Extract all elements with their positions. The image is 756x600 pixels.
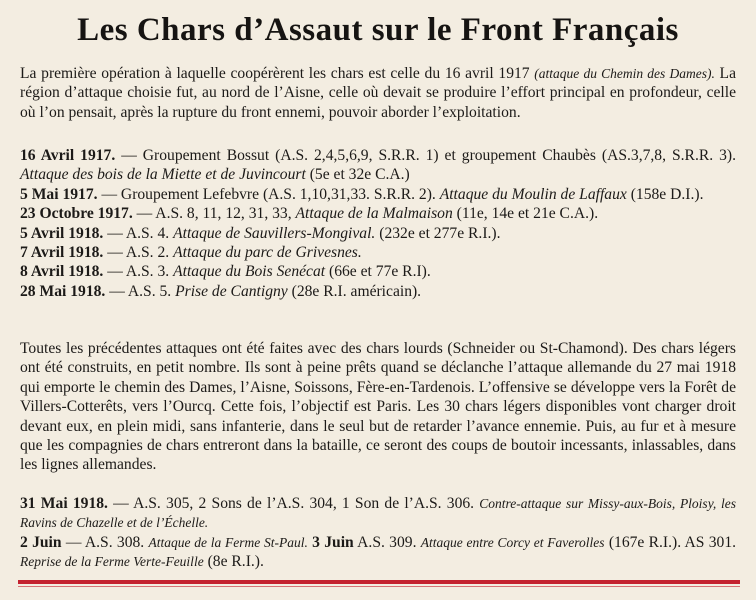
entry-italic-3: Reprise de la Ferme Verte-Feuille (20, 554, 204, 570)
intro-paragraph (20, 64, 736, 122)
entries-list-2 (20, 494, 736, 572)
entry-italic: Attaque de Sauvillers-Mongival. (173, 224, 376, 242)
entry-date: 16 Avril 1917. (20, 147, 116, 164)
entry-text: — Groupement Bossut (A.S. 2,4,5,6,9, S.R.R. 1) et groupement Chaubès (AS.3,7,8, S.R.R. 3). (121, 147, 736, 164)
entry-date: 5 Avril 1918. (20, 224, 104, 242)
entry-date: 7 Avril 1918. (20, 244, 104, 262)
intro-rest: La région d’attaque choisie fut, au nord de l’Aisne, celle où devait se produire l’effort principal en profondeur, celle où l’on pensait, après la rupture du front ennemi, pouvoir aborder l’exploitation. (20, 65, 736, 121)
entry-italic: Contre-attaque sur Missy-aux-Bois, Ploisy, les Ravins de Chazelle et de l’Échelle. (20, 496, 736, 531)
entry-9 (20, 533, 736, 572)
body-paragraph-2 (20, 339, 736, 475)
entry-8 (20, 494, 736, 533)
entry-text: — Groupement Lefebvre (A.S. 1,10,31,33. S.R.R. 2). (101, 185, 436, 203)
entry-text: — A.S. 305, 2 Sons de l’A.S. 304, 1 Son de l’A.S. 306. (113, 495, 475, 512)
entry-date: 31 Mai 1918. (20, 495, 108, 512)
entry-italic: Prise de Cantigny (175, 282, 288, 300)
entry-italic: Attaque du Moulin de Laffaux (439, 185, 627, 203)
entry-text: — A.S. 308. (65, 533, 145, 551)
entry-text: — A.S. 2. (107, 244, 170, 262)
entry-text: — A.S. 8, 11, 12, 31, 33, (136, 205, 292, 223)
entry-7 (20, 282, 736, 301)
entry-text: — A.S. 3. (107, 263, 170, 281)
entry-5 (20, 243, 736, 262)
entries-list (20, 146, 736, 301)
entry-1 (20, 146, 736, 185)
entry-6 (20, 262, 736, 281)
entry-date: 28 Mai 1918. (20, 282, 106, 300)
entry-tail: (232e et 277e R.I.). (379, 224, 501, 242)
intro-note: (attaque du Chemin des Dames). (534, 66, 715, 81)
entry-text: — A.S. 5. (109, 282, 172, 300)
entry-2 (20, 185, 736, 204)
entry-tail: (11e, 14e et 21e C.A.). (456, 205, 599, 223)
entry-italic: Attaque du parc de Grivesnes. (173, 244, 362, 262)
page-title: Les Chars d’Assaut sur le Front Français (77, 12, 679, 48)
entry-tail-3: (8e R.I.). (207, 553, 264, 571)
paragraph-2-text: Toutes les précédentes attaques ont été faites avec des chars lourds (Schneider ou St-Chamond). Des chars légers ont été construits, en petit nombre. Ils sont à peine prêts quand se déclanche l’attaque allemande du 27 mai 1918 qui emporte le chemin des Dames, l’Aisne, Soissons, Fère-en-Tardenois. L’offensive se développe vers la Forêt de Villers-Cotterêts, vers l’Ourcq. Cette fois, l’objectif est Paris. Les 30 chars légers disponibles vont charger droit devant eux, en plein midi, sans infanterie, dans le seul but de retarder l’avance ennemie. Puis, au fur et à mesure que les compagnies de chars entreront dans la bataille, ce seront des coups de boutoir incessants, inlassables, dans les lignes allemandes. (20, 340, 736, 474)
entry-tail: (28e R.I. américain). (291, 282, 422, 300)
red-rule-thin (18, 586, 740, 587)
entry-date: 8 Avril 1918. (20, 263, 104, 281)
entry-3 (20, 204, 736, 223)
entry-italic: Attaque des bois de la Miette et de Juvincourt (20, 166, 306, 184)
red-rule (18, 580, 740, 584)
entry-4 (20, 224, 736, 243)
entry-text: — A.S. 4. (107, 224, 170, 242)
entry-tail: (5e et 32e C.A.) (309, 166, 410, 184)
entry-italic: Attaque de la Ferme St-Paul. (148, 534, 308, 550)
intro-text: La première opération à laquelle coopérèrent les chars est celle du 16 avril 1917 (20, 65, 530, 82)
entry-italic-2: Attaque entre Corcy et Faverolles (420, 534, 605, 550)
entry-text-2: A.S. 309. (357, 533, 417, 551)
entry-date-2: 3 Juin (312, 533, 354, 551)
entry-date: 2 Juin (20, 533, 62, 551)
entry-date: 5 Mai 1917. (20, 185, 98, 203)
entry-italic: Attaque du Bois Senécat (173, 263, 326, 281)
entry-tail-2: (167e R.I.). AS 301. (608, 533, 737, 551)
entry-tail: (66e et 77e R.I). (329, 263, 431, 281)
entry-tail: (158e D.I.). (630, 185, 704, 203)
entry-italic: Attaque de la Malmaison (295, 205, 453, 223)
entry-date: 23 Octobre 1917. (20, 205, 133, 223)
